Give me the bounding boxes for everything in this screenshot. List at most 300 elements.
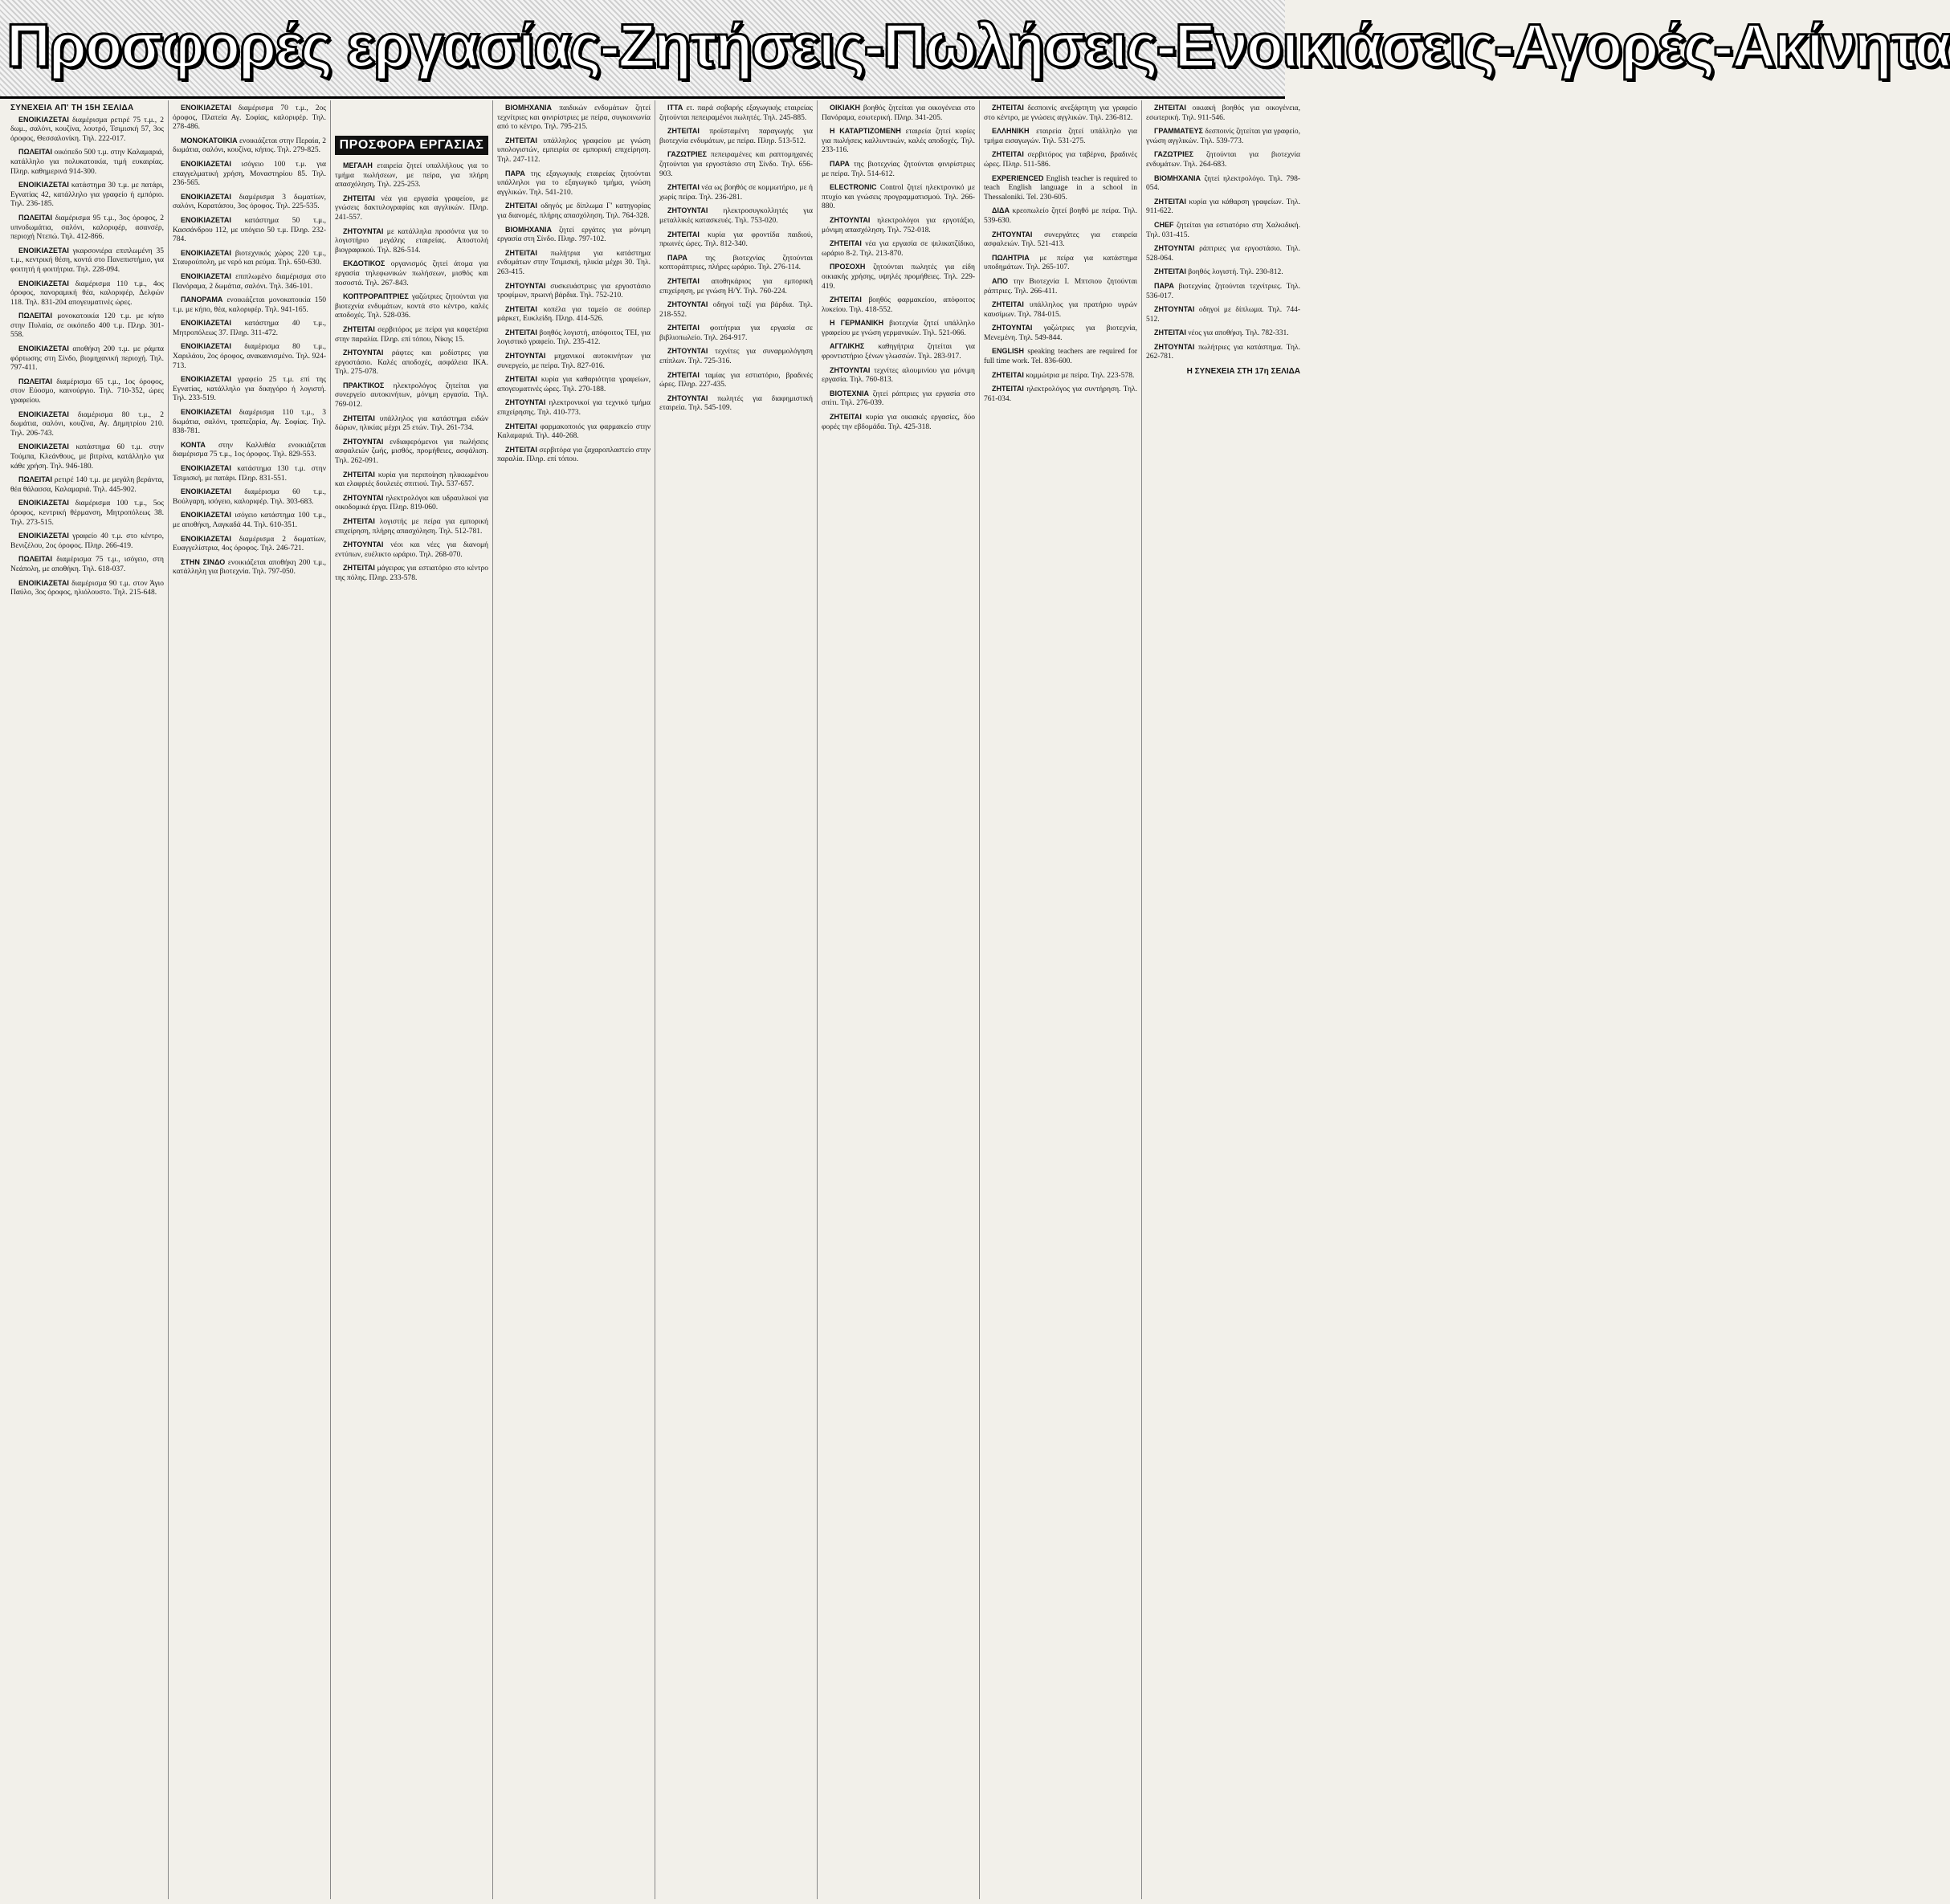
ad-text: διαμέρισμα ρετιρέ 75 τ.μ., 2 δωμ., σαλόνι, κουζίνα, λουτρό, Τσιμισκή 57, 3ος όροφος, Θεσσαλονίκη. Τηλ. 222-017. <box>10 116 164 143</box>
ad-keyword: ΚΟΝΤΑ <box>181 440 206 449</box>
ad-text: γκαρσονιέρα επιπλωμένη 35 τ.μ., κεντρική θέση, κοντά στο Πανεπιστήμιο, για φοιτητή ή φοιτήτρια. Τηλ. 228-094. <box>10 247 164 274</box>
ad-keyword: ΖΗΤΕΙΤΑΙ <box>505 202 537 210</box>
ad-text: σερβιτόρος για ταβέρνα, βραδινές ώρες. Πληρ. 511-586. <box>984 151 1137 169</box>
ad-text: με πείρα για κατάστημα υποδημάτων. Τηλ. 265-107. <box>984 254 1138 272</box>
ad-keyword: ΕΝΟΙΚΙΑΖΕΤΑΙ <box>181 511 231 520</box>
classified-ad <box>1146 221 1300 240</box>
ad-text: διαμέρισμα 80 τ.μ., 2 δωμάτια, σαλόνι, κουζίνα, Αγ. Δημητρίου 210. Τηλ. 206-743. <box>10 410 164 438</box>
ad-text: ζητούνται για βιοτεχνία ενδυμάτων. Τηλ. 264-683. <box>1146 151 1300 169</box>
classified-ad <box>822 239 975 259</box>
ad-text: οδηγοί με δίπλωμα. Τηλ. 744-512. <box>1146 306 1300 324</box>
ad-text: γαζώτριες για βιοτεχνία, Μενεμένη. Τηλ. 549-844. <box>984 324 1138 342</box>
classified-ad <box>335 414 488 434</box>
classified-ad <box>984 300 1137 320</box>
ad-text: βοηθός ζητείται για οικογένεια στο Πανόραμα, εσωτερική. Πληρ. 341-205. <box>822 104 976 122</box>
continued-from-label: ΣΥΝΕΧΕΙΑ ΑΠ' ΤΗ 15Η ΣΕΛΙΔΑ <box>10 104 134 112</box>
ad-text: πωλήτριες για κατάστημα. Τηλ. 262-781. <box>1146 343 1300 361</box>
classified-ad <box>173 137 326 156</box>
classified-ad <box>822 160 975 179</box>
classified-ad <box>173 249 326 268</box>
ad-keyword: ΖΗΤΟΥΝΤΑΙ <box>343 493 384 502</box>
ad-keyword: ΖΗΤΟΥΝΤΑΙ <box>992 324 1033 332</box>
classified-ad <box>10 279 164 308</box>
ad-text: Control ζητεί ηλεκτρονικό με πτυχίο και γνώσεις προγραμματισμού. Τηλ. 266-880. <box>822 184 976 211</box>
classified-ad <box>984 206 1137 226</box>
ad-keyword: ΖΗΤΟΥΝΤΑΙ <box>505 281 546 290</box>
ad-keyword: ΠΩΛΕΙΤΑΙ <box>18 213 53 222</box>
ad-keyword: ΖΗΤΕΙΤΑΙ <box>343 324 375 333</box>
ad-text: γραφείο 40 τ.μ. στο κέντρο, Βενιζέλου, 2ος όροφος. Πληρ. 266-419. <box>10 532 164 550</box>
classified-ad <box>335 564 488 583</box>
ad-keyword: ΖΗΤΟΥΝΤΑΙ <box>505 352 546 361</box>
ad-text: φοιτήτρια για εργασία σε βιβλιοπωλείο. Τηλ. 264-917. <box>659 324 813 342</box>
classified-ad <box>822 216 975 235</box>
ad-text: ζητεί εργάτες για μόνιμη εργασία στη Σίνδο. Πληρ. 797-102. <box>497 226 651 244</box>
classified-ad <box>173 441 326 460</box>
classified-ad <box>822 342 975 361</box>
ad-keyword: ΖΗΤΕΙΤΑΙ <box>667 230 700 239</box>
ad-text: ενδιαφερόμενοι για πωλήσεις ασφαλειών ζωής, μισθός, προμήθειες, ασφάλιση. Τηλ. 262-091. <box>335 438 489 466</box>
ad-keyword: ΕΝΟΙΚΙΑΖΕΤΑΙ <box>181 104 231 112</box>
ad-text: διαμέρισμα 70 τ.μ., 2ος όροφος, Πλατεία Αγ. Σοφίας, καλοριφέρ. Τηλ. 278-486. <box>173 104 326 132</box>
ad-text: speaking teachers are required for full time work. Tel. 836-600. <box>984 348 1137 366</box>
ad-keyword: ΕΝΟΙΚΙΑΖΕΤΑΙ <box>181 375 231 384</box>
classified-ad <box>984 324 1137 343</box>
ad-keyword: ΚΟΠΤΡΟΡΑΠΤΡΙΕΣ <box>343 292 409 301</box>
classified-ad <box>10 148 164 177</box>
ad-keyword: ΖΗΤΟΥΝΤΑΙ <box>505 398 546 407</box>
classified-ad <box>10 579 164 598</box>
ad-text: ισόγειο κατάστημα 100 τ.μ., με αποθήκη, Λαγκαδά 44. Τηλ. 610-351. <box>173 512 327 529</box>
section-heading-job-offers: ΠΡΟΣΦΟΡΑ ΕΡΓΑΣΙΑΣ <box>335 136 488 155</box>
classified-ad <box>173 296 326 315</box>
ad-keyword: ΠΑΡΑ <box>667 253 687 262</box>
classified-ad <box>10 475 164 495</box>
classified-ad <box>984 277 1137 296</box>
ad-keyword: ΕΝΟΙΚΙΑΖΕΤΑΙ <box>181 342 231 351</box>
ad-text: διαμέρισμα 80 τ.μ., Χαριλάου, 2ος όροφος, ανακαινισμένο. Τηλ. 924-713. <box>173 343 326 370</box>
ad-keyword: ΖΗΤΕΙΤΑΙ <box>505 328 537 336</box>
classified-ad <box>984 127 1137 146</box>
ad-keyword: ΖΗΤΕΙΤΑΙ <box>667 127 700 136</box>
ad-keyword: ΠΩΛΗΤΡΙΑ <box>992 253 1030 262</box>
ad-keyword: ΠΑΝΟΡΑΜΑ <box>181 296 223 304</box>
classified-ad <box>659 254 813 273</box>
ad-text: ηλεκτρολόγος ζητείται για συνεργείο αυτοκινήτων, μόνιμη εργασία. Τηλ. 769-012. <box>335 381 489 410</box>
ad-text: κυρία για φροντίδα παιδιού, πρωινές ώρες. Τηλ. 812-340. <box>659 230 813 249</box>
ad-text: κατάστημα 40 τ.μ., Μητροπόλεως 37. Πληρ. 311-472. <box>173 320 326 337</box>
ad-text: εταιρεία ζητεί υπαλλήλους για το τμήμα πωλήσεων, με πείρα, για πλήρη απασχόληση. Τηλ. 225-253. <box>335 162 488 190</box>
classified-ad <box>1146 174 1300 194</box>
ad-keyword: ΖΗΤΟΥΝΤΑΙ <box>667 347 708 356</box>
ad-text: μονοκατοικία 120 τ.μ. με κήπο στην Πυλαία, σε οικόπεδο 400 τ.μ. Πληρ. 301-558. <box>10 312 164 340</box>
classified-ad <box>497 352 651 371</box>
ad-keyword: ΕΚΔΟΤΙΚΟΣ <box>343 259 386 268</box>
classified-ad <box>497 328 651 348</box>
ad-text: στην Καλλιθέα ενοικιάζεται διαμέρισμα 75 τ.μ., 1ος όροφος. Τηλ. 829-553. <box>173 441 326 459</box>
classified-ad <box>497 226 651 245</box>
ad-text: οικιακή βοηθός για οικογένεια, εσωτερική. Τηλ. 911-546. <box>1146 104 1300 122</box>
column-4 <box>493 100 655 1899</box>
classified-ad <box>10 377 164 406</box>
ad-text: την Βιοτεχνία Ι. Μπτσιου ζητούνται ράπτριες. Τηλ. 266-411. <box>984 277 1137 296</box>
ad-keyword: ΖΗΤΟΥΝΤΑΙ <box>1154 244 1195 253</box>
ad-text: ζητείται για εστιατόριο στη Χαλκιδική. Τηλ. 031-415. <box>1146 221 1301 239</box>
classified-ad <box>10 181 164 210</box>
classified-ad <box>984 150 1137 169</box>
classified-ad <box>10 499 164 528</box>
ad-keyword: ΖΗΤΕΙΤΑΙ <box>667 183 700 192</box>
ad-text: δεσποινίς ζητείται για γραφείο, γνώση αγγλικών. Τηλ. 539-773. <box>1146 128 1300 145</box>
ad-text: ηλεκτρολόγοι και υδραυλικοί για οικοδομικά έργα. Πληρ. 819-060. <box>335 494 488 512</box>
classified-ad <box>335 349 488 377</box>
ad-keyword: ΕΝΟΙΚΙΑΖΕΤΑΙ <box>18 246 69 255</box>
classified-ad <box>497 375 651 394</box>
ad-keyword: Η ΓΕΡΜΑΝΙΚΗ <box>830 319 884 328</box>
classified-ad <box>497 305 651 324</box>
ad-keyword: ΕΝΟΙΚΙΑΖΕΤΑΙ <box>181 215 231 224</box>
column-1 <box>6 100 169 1899</box>
ad-keyword: ΕΝΟΙΚΙΑΖΕΤΑΙ <box>181 271 231 280</box>
ad-keyword: ΑΠΟ <box>992 276 1008 285</box>
classified-ad <box>659 206 813 226</box>
ad-keyword: ΖΗΤΟΥΝΤΑΙ <box>1154 342 1195 351</box>
ad-text: πεπειραμένες και ραπτομηχανές ζητούνται για εργοστάσιο στη Σίνδο. Τηλ. 656-903. <box>659 151 814 178</box>
ad-text: διαμέρισμα 110 τ.μ., 3 δωμάτια, σαλόνι, τραπεζαρία, Αγ. Σοφίας. Τηλ. 838-781. <box>173 409 327 436</box>
ad-text: ράπτριες για εργοστάσιο. Τηλ. 528-064. <box>1146 245 1300 263</box>
ad-keyword: ΖΗΤΕΙΤΑΙ <box>505 375 537 384</box>
classified-ad <box>659 394 813 414</box>
column-8 <box>1142 100 1304 1899</box>
ad-text: κομμώτρια με πείρα. Τηλ. 223-578. <box>1026 371 1135 380</box>
ad-keyword: ΠΡΟΣΟΧΗ <box>830 263 866 271</box>
ad-text: της εξαγωγικής εταιρείας ζητούνται υπάλληλοι για το εξαγωγικό τμήμα, γνώση αγγλικών. Τηλ. 541-210. <box>497 169 651 197</box>
classified-ad <box>822 389 975 409</box>
ad-keyword: ΕΝΟΙΚΙΑΖΕΤΑΙ <box>18 499 69 508</box>
classified-ad <box>335 161 488 190</box>
ad-text: υπάλληλος για πρατήριο υγρών καυσίμων. Τηλ. 784-015. <box>984 301 1138 319</box>
ad-keyword: ΖΗΤΕΙΤΑΙ <box>992 385 1024 393</box>
ad-text: προϊσταμένη παραγωγής για βιοτεχνία ενδυμάτων, με πείρα. Πληρ. 513-512. <box>659 128 813 145</box>
classified-ad <box>10 410 164 439</box>
ad-text: μηχανικοί αυτοκινήτων για συνεργείο, με πείρα. Τηλ. 827-016. <box>497 353 651 370</box>
classifieds-columns <box>0 100 1301 1899</box>
page-banner <box>0 0 1950 99</box>
ad-text: φαρμακοποιός για φαρμακείο στην Καλαμαριά. Τηλ. 440-268. <box>497 422 651 441</box>
ad-keyword: ΖΗΤΟΥΝΤΑΙ <box>667 206 708 215</box>
ad-text: διαμέρισμα 3 δωματίων, σαλόνι, Καρατάσου, 3ος όροφος. Τηλ. 225-535. <box>173 193 326 211</box>
ad-text: διαμέρισμα 2 δωματίων, Ευαγγελίστρια, 4ος όροφος. Τηλ. 246-721. <box>173 535 326 553</box>
ad-keyword: ENGLISH <box>992 347 1025 356</box>
classified-ad <box>10 555 164 574</box>
ad-text: καθηγήτρια ζητείται για φροντιστήριο ξένων γλωσσών. Τηλ. 283-917. <box>822 343 976 361</box>
ad-keyword: ΠΑΡΑ <box>505 169 525 177</box>
ad-keyword: ΖΗΤΕΙΤΑΙ <box>992 150 1024 159</box>
classified-ad <box>173 487 326 507</box>
column-5 <box>655 100 818 1899</box>
classified-ad <box>335 438 488 467</box>
ad-text: ενοικιάζεται μονοκατοικία 150 τ.μ. με κήπο, θέα, καλοριφέρ. Τηλ. 941-165. <box>173 296 327 314</box>
classified-ad <box>335 194 488 223</box>
classified-ad <box>659 347 813 366</box>
continued-to-label: Η ΣΥΝΕΧΕΙΑ ΣΤΗ 17η ΣΕΛΙΔΑ <box>1186 367 1300 377</box>
classified-ad <box>497 202 651 221</box>
ad-keyword: ΕΝΟΙΚΙΑΖΕΤΑΙ <box>181 408 231 417</box>
ad-keyword: ΕΝΟΙΚΙΑΖΕΤΑΙ <box>18 115 69 124</box>
ad-text: ηλεκτρολόγοι για εργοτάξιο, μόνιμη απασχόληση. Τηλ. 752-018. <box>822 216 976 234</box>
ad-keyword: ΠΩΛΕΙΤΑΙ <box>18 555 53 564</box>
ad-text: ζητεί ράπτριες για εργασία στο σπίτι. Τηλ. 276-039. <box>822 389 975 408</box>
ad-keyword: ΖΗΤΟΥΝΤΑΙ <box>830 215 871 224</box>
classified-ad <box>173 558 326 577</box>
ad-text: νέα ως βοηθός σε κομμωτήριο, με ή χωρίς πείρα. Τηλ. 236-281. <box>659 184 813 202</box>
classified-ad <box>1146 282 1300 301</box>
classified-ad <box>659 230 813 250</box>
ad-keyword: ΖΗΤΕΙΤΑΙ <box>1154 328 1186 337</box>
ad-keyword: ΖΗΤΕΙΤΑΙ <box>343 194 375 202</box>
classified-ad <box>497 249 651 278</box>
classified-ad <box>173 193 326 212</box>
ad-text: κυρία για οικιακές εργασίες, δύο φορές την εβδομάδα. Τηλ. 425-318. <box>822 414 975 431</box>
ad-text: ταμίας για εστιατόριο, βραδινές ώρες. Πληρ. 227-435. <box>659 371 813 389</box>
ad-text: της βιοτεχνίας ζητούνται κοπτοράπτριες, πλήρες ωράριο. Τηλ. 276-114. <box>659 254 814 272</box>
classified-ad <box>173 464 326 483</box>
ad-text: κυρία για κάθαρση γραφείων. Τηλ. 911-622. <box>1146 198 1301 216</box>
classified-ad <box>173 342 326 371</box>
ad-keyword: ΒΙΟΤΕΧΝΙΑ <box>830 389 870 398</box>
ad-text: βιοτεχνίας ζητούνται τεχνίτριες. Τηλ. 536-017. <box>1146 282 1301 300</box>
ad-keyword: ΖΗΤΟΥΝΤΑΙ <box>1154 305 1195 314</box>
ad-keyword: EXPERIENCED <box>992 173 1044 182</box>
classified-ad <box>984 254 1137 273</box>
ad-text: βοηθός λογιστή, απόφοιτος ΤΕΙ, για λογιστικό γραφείο. Τηλ. 235-412. <box>497 328 651 347</box>
ad-text: πωλητές για διαφημιστική εταιρεία. Τηλ. 545-109. <box>659 394 814 413</box>
ad-keyword: ΖΗΤΕΙΤΑΙ <box>343 414 375 422</box>
ad-keyword: ΖΗΤΕΙΤΑΙ <box>992 104 1024 112</box>
ad-keyword: ΖΗΤΟΥΝΤΑΙ <box>992 230 1033 239</box>
ad-text: εταιρεία ζητεί κυρίες για πωλήσεις καλλυντικών, καλές αποδοχές. Τηλ. 233-116. <box>822 128 975 155</box>
classified-ad <box>984 230 1137 250</box>
classified-ad <box>10 442 164 471</box>
ad-keyword: CHEF <box>1154 220 1174 229</box>
ad-keyword: ΖΗΤΕΙΤΑΙ <box>992 300 1024 309</box>
ad-keyword: ΜΟΝΟΚΑΤΟΙΚΙΑ <box>181 136 238 145</box>
classified-ad <box>659 300 813 320</box>
ad-keyword: ΕΝΟΙΚΙΑΖΕΤΑΙ <box>181 534 231 543</box>
ad-keyword: ΖΗΤΕΙΤΑΙ <box>1154 104 1186 112</box>
ad-text: πωλήτρια για κατάστημα ενδυμάτων στην Τσιμισκή, ηλικία μέχρι 30. Τηλ. 263-415. <box>497 249 651 276</box>
ad-keyword: ΖΗΤΕΙΤΑΙ <box>830 239 862 248</box>
classified-ad <box>984 104 1137 123</box>
ad-text: ζητούνται πωλητές για είδη οικιακής χρήσης, υψηλές προμήθειες. Τηλ. 229-419. <box>822 263 976 291</box>
ad-text: βοηθός λογιστή. Τηλ. 230-812. <box>1188 268 1283 277</box>
ad-text: βοηθός φαρμακείου, απόφοιτος λυκείου. Τηλ. 418-552. <box>822 296 975 314</box>
ad-text: σερβιτόρα για ζαχαροπλαστείο στην παραλία. Πληρ. επί τόπου. <box>497 446 651 464</box>
classified-ad <box>822 183 975 212</box>
ad-keyword: ΖΗΤΕΙΤΑΙ <box>505 136 537 145</box>
ad-keyword: ΓΑΖΩΤΡΙΕΣ <box>667 150 708 159</box>
classified-ad <box>659 150 813 179</box>
ad-text: ισόγειο 100 τ.μ. για επαγγελματική χρήση, Μοναστηρίου 85. Τηλ. 236-565. <box>173 160 326 188</box>
ad-keyword: ΕΝΟΙΚΙΑΖΕΤΑΙ <box>18 279 69 287</box>
classified-ad <box>1146 150 1300 169</box>
ad-keyword: ΙΤΤΑ <box>667 104 683 112</box>
classified-ad <box>335 292 488 321</box>
ad-keyword: ΒΙΟΜΗΧΑΝΙΑ <box>505 225 552 234</box>
classified-ad <box>497 422 651 442</box>
classified-ad <box>659 104 813 123</box>
classified-ad <box>497 398 651 418</box>
ad-text: κυρία για καθαριότητα γραφείων, απογευματινές ώρες. Τηλ. 270-188. <box>497 376 651 393</box>
ad-text: οδηγοί ταξί για βάρδια. Τηλ. 218-552. <box>659 301 813 319</box>
classified-ad <box>173 535 326 554</box>
ad-keyword: ΕΝΟΙΚΙΑΖΕΤΑΙ <box>181 159 231 168</box>
ad-keyword: ELECTRONIC <box>830 183 877 192</box>
ad-keyword: ΕΝΟΙΚΙΑΖΕΤΑΙ <box>18 532 69 540</box>
ad-keyword: ΖΗΤΟΥΝΤΑΙ <box>667 300 708 309</box>
ad-text: διαμέρισμα 100 τ.μ., 5ος όροφος, κεντρική θέρμανση, Μητροπόλεως 38. Τηλ. 273-515. <box>10 499 164 527</box>
ad-text: νέοι και νέες για διανομή εντύπων, ευέλικτο ωράριο. Τηλ. 268-070. <box>335 541 489 559</box>
ad-text: κατάστημα 50 τ.μ., Κασσάνδρου 112, με υπόγειο 50 τ.μ. Πληρ. 232-784. <box>173 216 326 244</box>
ad-keyword: ΖΗΤΕΙΤΑΙ <box>505 304 537 313</box>
ad-text: διαμέρισμα 75 τ.μ., ισόγειο, στη Νεάπολη, με αποθήκη. Τηλ. 618-037. <box>10 556 164 573</box>
ad-text: αποθηκάριος για εμπορική επιχείρηση, με γνώση Η/Υ. Τηλ. 760-224. <box>659 277 814 296</box>
ad-text: ηλεκτροσυγκολλητές για μεταλλικές κατασκευές. Τηλ. 753-020. <box>659 207 813 225</box>
ad-text: κυρία για περιποίηση ηλικιωμένου και ελαφριές δουλειές σπιτιού. Τηλ. 537-657. <box>335 471 488 489</box>
ad-text: οργανισμός ζητεί άτομα για εργασία τηλεφωνικών πωλήσεων, μισθός και ποσοστά. Τηλ. 267-843. <box>335 260 489 287</box>
ad-text: νέα για εργασία σε ψιλικατζίδικο, ωράριο 8-2. Τηλ. 213-870. <box>822 240 976 258</box>
ad-text: παιδικών ενδυμάτων ζητεί τεχνίτριες και φινιρίστριες με πείρα, συγκοινωνία από το κέντρο. Τηλ. 795-215. <box>497 104 651 132</box>
ad-keyword: ΖΗΤΕΙΤΑΙ <box>343 564 375 573</box>
classified-ad <box>822 413 975 432</box>
classified-ad <box>10 345 164 373</box>
ad-text: διαμέρισμα 95 τ.μ., 3ος όροφος, 2 υπνοδωμάτια, σαλόνι, καλοριφέρ, ασανσέρ, περιοχή Ντεπώ. Τηλ. 412-866. <box>10 214 164 242</box>
ad-keyword: ΟΙΚΙΑΚΗ <box>830 104 860 112</box>
classified-ad <box>1146 104 1300 123</box>
ad-text: συσκευάστριες για εργοστάσιο τροφίμων, πρωινή βάρδια. Τηλ. 752-210. <box>497 282 651 300</box>
ad-text: υπάλληλος γραφείου με γνώση υπολογιστών, εμπειρία σε εμπορική επιχείρηση. Τηλ. 247-112. <box>497 137 651 164</box>
ad-keyword: ΖΗΤΕΙΤΑΙ <box>1154 197 1186 206</box>
ad-text: διαμέρισμα 90 τ.μ. στον Άγιο Παύλο, 3ος όροφος, ηλιόλουστο. Τηλ. 215-648. <box>10 579 164 597</box>
ad-keyword: ΠΑΡΑ <box>830 159 850 168</box>
ad-text: κατάστημα 60 τ.μ. στην Τούμπα, Κλεάνθους, με βιτρίνα, κατάλληλο για κάθε χρήση. Τηλ. 946-180. <box>10 443 164 471</box>
classified-ad <box>335 381 488 410</box>
classified-ad <box>10 116 164 145</box>
classified-ad <box>173 272 326 292</box>
ad-keyword: ΔΙΔΑ <box>992 206 1010 215</box>
ad-text: κοπέλα για ταμείο σε σούπερ μάρκετ, Ευκλείδη. Πληρ. 414-526. <box>497 305 651 324</box>
classified-ad <box>822 366 975 385</box>
ad-keyword: ΖΗΤΕΙΤΑΙ <box>505 445 537 454</box>
ad-text: διαμέρισμα 110 τ.μ., 4ος όροφος, πανοραμική θέα, καλοριφέρ, Δελφών 118. Τηλ. 831-204 απογευματινές ώρες. <box>10 279 164 307</box>
ad-text: σερβιτόρος με πείρα για καφετέρια στην παραλία. Πληρ. επί τόπου, Νίκης 15. <box>335 325 489 344</box>
classified-ad <box>173 160 326 189</box>
column-3 <box>331 100 493 1899</box>
classified-ad <box>497 446 651 465</box>
classified-ad <box>10 532 164 551</box>
ad-keyword: ΖΗΤΕΙΤΑΙ <box>667 324 700 332</box>
ad-text: γραφείο 25 τ.μ. επί της Εγνατίας, κατάλληλο για δικηγόρο ή λογιστή. Τηλ. 233-519. <box>173 376 327 403</box>
classified-ad <box>822 263 975 292</box>
ad-keyword: ΓΑΖΩΤΡΙΕΣ <box>1154 150 1194 159</box>
ad-keyword: ΖΗΤΟΥΝΤΑΙ <box>343 437 384 446</box>
ad-text: ηλεκτρονικοί για τεχνικό τμήμα επιχείρησης. Τηλ. 410-773. <box>497 399 651 418</box>
ad-keyword: ΕΝΟΙΚΙΑΖΕΤΑΙ <box>181 192 231 201</box>
ad-keyword: ΕΝΟΙΚΙΑΖΕΤΑΙ <box>18 578 69 587</box>
ad-text: μάγειρας για εστιατόριο στο κέντρο της πόλης. Πληρ. 233-578. <box>335 565 489 582</box>
classified-ad <box>659 371 813 390</box>
ad-text: ετ. παρά σοβαρής εξαγωγικής εταιρείας ζητούνται πεπειραμένοι πωλητές. Τηλ. 245-885. <box>659 104 813 122</box>
classified-ad <box>335 494 488 513</box>
ad-text: English teacher is required to teach English language in a school in Thessaloniki. Tel. 230-605. <box>984 174 1138 202</box>
ad-text: διαμέρισμα 60 τ.μ., Βούλγαρη, ισόγειο, καλοριφέρ. Τηλ. 303-683. <box>173 488 326 506</box>
classified-ad <box>659 324 813 343</box>
ad-text: εταιρεία ζητεί υπάλληλο για τμήμα εισαγωγών. Τηλ. 531-275. <box>984 128 1137 145</box>
ad-text: κατάστημα 130 τ.μ. στην Τσιμισκή, με πατάρι. Πληρ. 831-551. <box>173 465 326 483</box>
classified-ad <box>497 169 651 198</box>
ad-keyword: ΖΗΤΟΥΝΤΑΙ <box>343 540 384 549</box>
ad-keyword: ΖΗΤΕΙΤΑΙ <box>992 370 1024 379</box>
ad-text: γαζώτριες ζητούνται για βιοτεχνία ενδυμάτων, κοντά στο κέντρο, καλές αποδοχές. Τηλ. 528-036. <box>335 293 488 320</box>
classified-ad <box>173 408 326 437</box>
ad-keyword: ΖΗΤΕΙΤΑΙ <box>505 248 537 257</box>
ad-keyword: ΠΡΑΚΤΙΚΟΣ <box>343 381 385 389</box>
classified-ad <box>984 347 1137 366</box>
ad-keyword: ΓΡΑΜΜΑΤΕΥΣ <box>1154 127 1203 136</box>
ad-keyword: ΖΗΤΕΙΤΑΙ <box>343 517 375 525</box>
classified-ad <box>173 319 326 338</box>
ad-text: κατάστημα 30 τ.μ. με πατάρι, Εγνατίας 42, κατάλληλο για γραφείο ή εμπόριο. Τηλ. 236-185. <box>10 181 165 209</box>
classified-ad <box>1146 328 1300 339</box>
classified-ad <box>984 371 1137 381</box>
classified-ad <box>1146 305 1300 324</box>
banner-title: Προσφορές εργασίας-Ζητήσεις-Πωλήσεις-Ενοικιάσεις-Αγορές-Ακίνητα <box>6 12 1950 80</box>
ad-keyword: ΖΗΤΕΙΤΑΙ <box>830 413 862 422</box>
classified-ad <box>173 216 326 245</box>
ad-text: οδηγός με δίπλωμα Γ' κατηγορίας για διανομές, πλήρης απασχόληση. Τηλ. 764-328. <box>497 202 651 220</box>
column-6 <box>818 100 980 1899</box>
classified-ad <box>173 375 326 404</box>
ad-keyword: ΒΙΟΜΗΧΑΝΙΑ <box>505 104 552 112</box>
classified-ad <box>1146 267 1300 278</box>
ad-text: ράφτες και μοδίστρες για εργοστάσιο. Καλές αποδοχές, ασφάλεια ΙΚΑ. Τηλ. 275-078. <box>335 349 489 377</box>
classified-ad <box>335 471 488 490</box>
classified-ad <box>335 259 488 288</box>
ad-text: με κατάλληλα προσόντα για το λογιστήριο μεγάλης εταιρείας. Αποστολή βιογραφικού. Τηλ. 826-514. <box>335 227 488 255</box>
ad-text: ενοικιάζεται αποθήκη 200 τ.μ., κατάλληλη για βιοτεχνία. Τηλ. 797-050. <box>173 558 326 577</box>
ad-text: οικόπεδο 500 τ.μ. στην Καλαμαριά, κατάλληλο για πολυκατοικία, τιμή ευκαιρίας. Πληρ. καθημερινά 914-300. <box>10 149 164 176</box>
ad-keyword: ΕΝΟΙΚΙΑΖΕΤΑΙ <box>18 181 69 190</box>
ad-text: δεσποινίς ανεξάρτητη για γραφείο στο κέντρο, με γνώσεις αγγλικών. Τηλ. 236-812. <box>984 104 1137 122</box>
ad-text: της βιοτεχνίας ζητούνται φινιρίστριες με πείρα. Τηλ. 514-612. <box>822 160 975 178</box>
ad-keyword: ΖΗΤΕΙΤΑΙ <box>1154 267 1186 276</box>
classified-ad <box>1146 244 1300 263</box>
classified-ad <box>659 277 813 296</box>
classified-ad <box>10 312 164 340</box>
ad-keyword: ΑΓΓΛΙΚΗΣ <box>830 342 865 351</box>
ad-text: κρεοπωλείο ζητεί βοηθό με πείρα. Τηλ. 539-630. <box>984 207 1137 225</box>
ad-keyword: ΠΩΛΕΙΤΑΙ <box>18 377 53 385</box>
ad-keyword: ΖΗΤΟΥΝΤΑΙ <box>830 365 871 374</box>
ad-keyword: ΠΑΡΑ <box>1154 281 1174 290</box>
ad-text: ζητεί ηλεκτρολόγο. Τηλ. 798-054. <box>1146 174 1300 193</box>
ad-keyword: ΖΗΤΟΥΝΤΑΙ <box>667 393 708 402</box>
classified-ad <box>335 540 488 560</box>
ad-keyword: ΕΝΟΙΚΙΑΖΕΤΑΙ <box>181 464 231 472</box>
classified-ad <box>659 183 813 202</box>
ad-keyword: Η ΚΑΤΑΡΤΙΖΟΜΕΝΗ <box>830 127 901 136</box>
ad-text: βιοτεχνικός χώρος 220 τ.μ., Σταυρούπολη, με νερό και ρεύμα. Τηλ. 650-630. <box>173 249 326 267</box>
